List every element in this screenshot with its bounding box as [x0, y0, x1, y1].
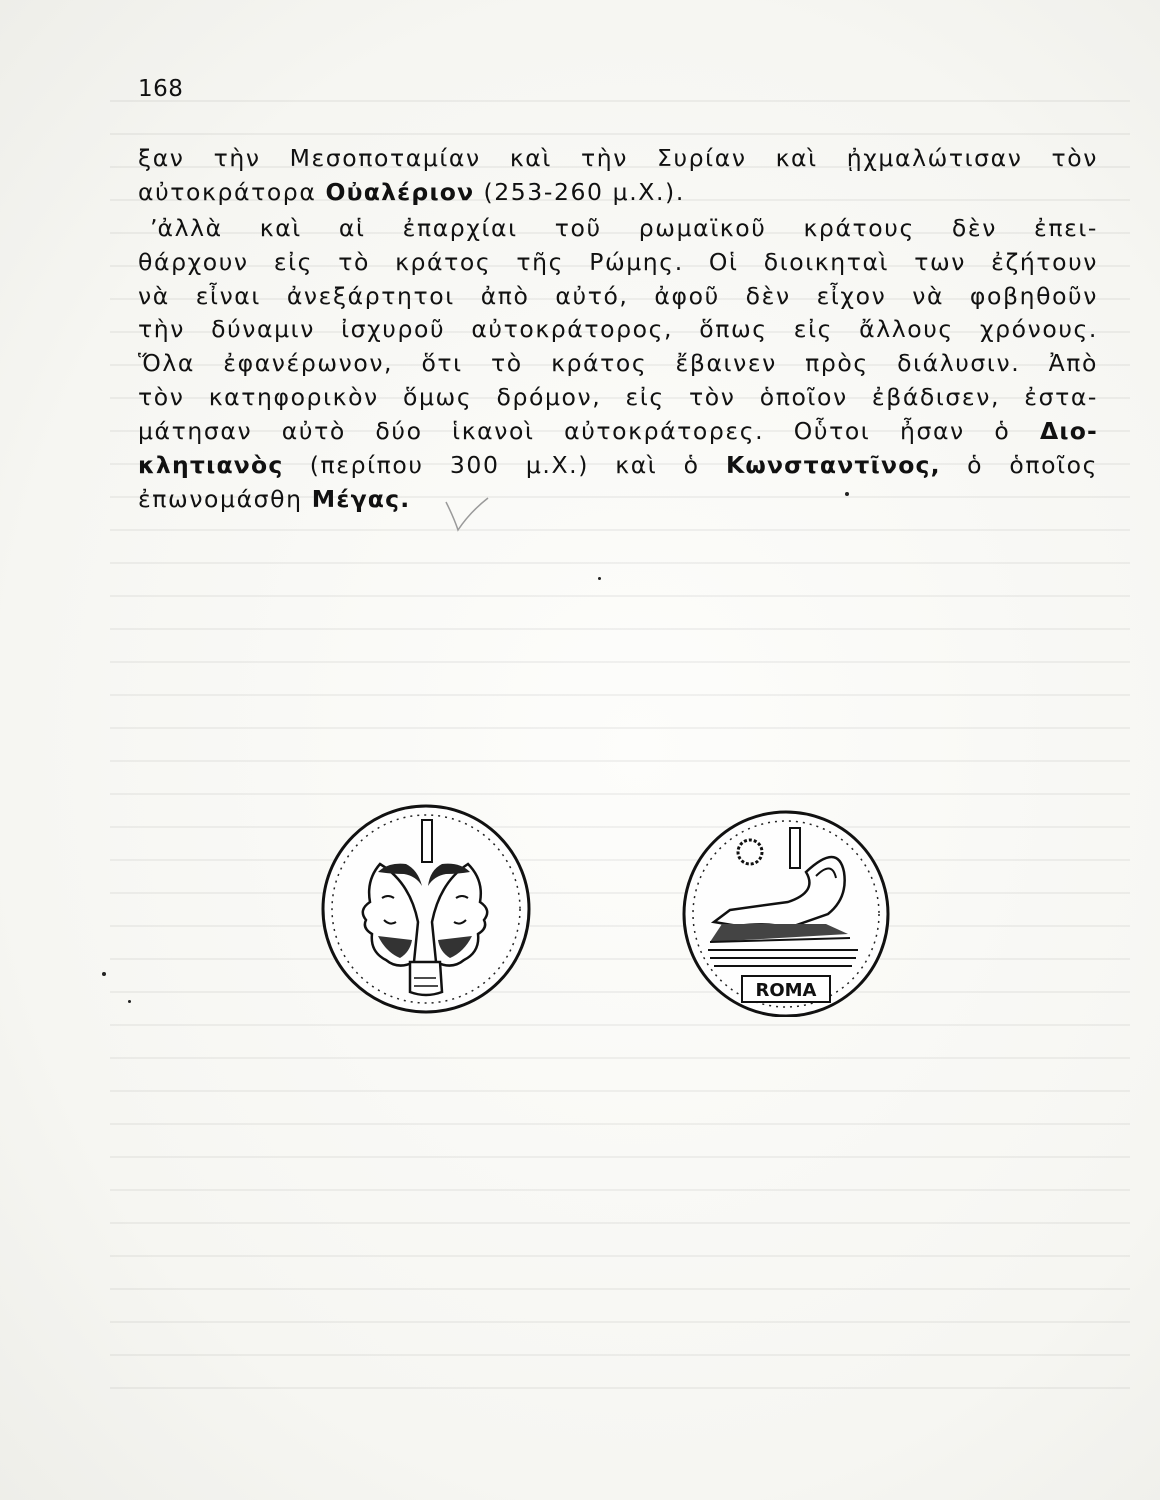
text-line-6: τὴν δύναμιν ἰσχυροῦ αὐτοκράτορος, ὅπως εἰς ἄλλους χρόνους. [138, 315, 1098, 344]
text-line-7: Ὅλα ἐφανέρωνον, ὅτι τὸ κράτος ἔβαινεν πρὸς διάλυσιν. Ἀπὸ [138, 349, 1098, 378]
pencil-check-mark [436, 496, 496, 536]
speck [598, 577, 601, 580]
prow-coin [684, 812, 888, 1016]
bold-name-great: Μέγας. [311, 484, 411, 513]
bold-name-constantine: Κωνσταντῖνος, [725, 451, 941, 480]
janus-coin [323, 806, 529, 1012]
text-line-11: ἐπωνομάσθη Μέγας. [138, 484, 411, 513]
speck [102, 972, 106, 976]
text-line-1: ξαν τὴν Μεσοποταμίαν καὶ τὴν Συρίαν καὶ ᾐχμαλώτισαν τὸν [138, 144, 1098, 172]
text-line-4: θάρχουν εἰς τὸ κράτος τῆς Ρώμης. Οἱ διοικηταὶ των ἐζήτουν [138, 247, 1098, 276]
page-number: 168 [138, 76, 184, 102]
coin-illustrations [318, 802, 918, 1017]
text-line-9: μάτησαν αὐτὸ δύο ἱκανοὶ αὐτοκράτορες. Οὗτοι ἦσαν ὁ Διο- [138, 417, 1098, 446]
speck [128, 1000, 131, 1003]
bold-name-valerian: Οὐαλέριον [325, 177, 475, 206]
text-line-5: νὰ εἶναι ἀνεξάρτητοι ἀπὸ αὐτό, ἀφοῦ δὲν εἶχον νὰ φοβηθοῦν [138, 281, 1098, 310]
text-line-8: τὸν κατηφορικὸν ὅμως δρόμον, εἰς τὸν ὁποῖον ἐβάδισεν, ἐστα- [138, 383, 1098, 412]
bold-name-diocletian-end: κλητιανὸς [138, 451, 284, 480]
speck [845, 492, 849, 496]
text-line-2: αὐτοκράτορα Οὐαλέριον (253-260 μ.Χ.). [138, 177, 685, 206]
roma-inscription: ROMA [755, 980, 817, 1001]
text-line-3: ʼἀλλὰ καὶ αἱ ἐπαρχίαι τοῦ ρωμαϊκοῦ κράτους δὲν ἐπει- [150, 213, 1098, 242]
body-text [138, 142, 1098, 517]
bold-name-diocletian-start: Διο- [1039, 417, 1098, 446]
text-line-10: κλητιανὸς (περίπου 300 μ.Χ.) καὶ ὁ Κωνσταντῖνος, ὁ ὁποῖος [138, 451, 1098, 480]
